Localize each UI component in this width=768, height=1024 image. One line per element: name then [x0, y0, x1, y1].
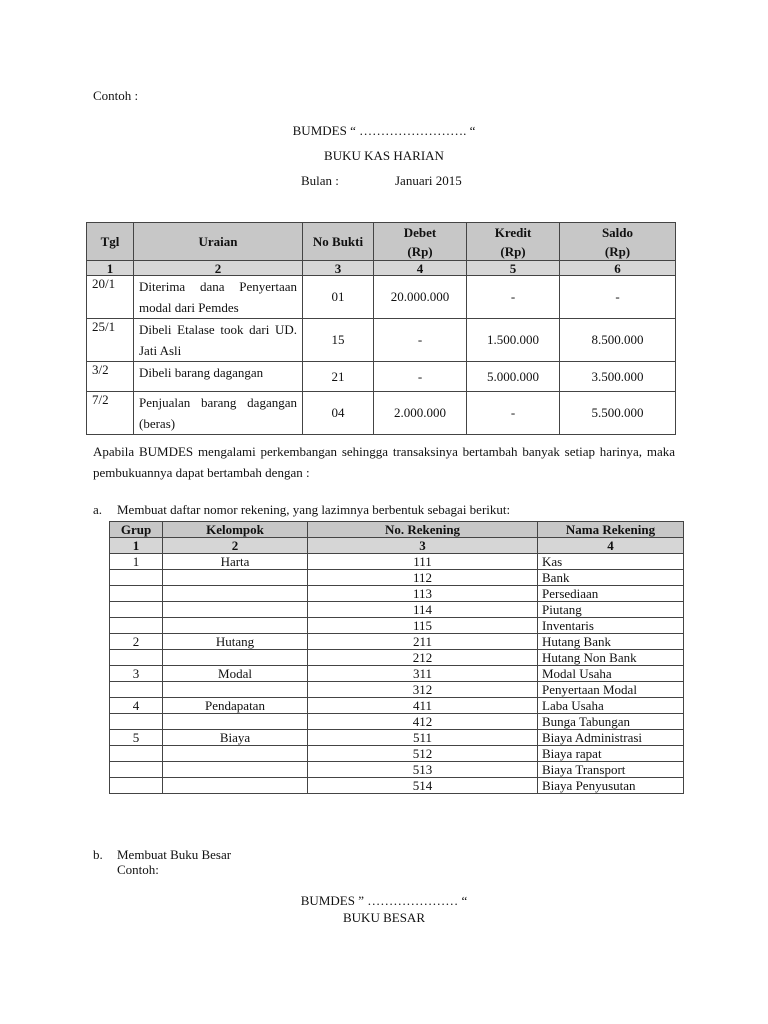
cell-nama-rekening: Laba Usaha: [538, 698, 684, 714]
table-row: [110, 730, 684, 746]
cell-nama-rekening: Modal Usaha: [538, 666, 684, 682]
col-number: 3: [303, 261, 374, 276]
table-row: [110, 634, 684, 650]
buku-besar-title: BUKU BESAR: [343, 910, 425, 925]
table-row: [110, 666, 684, 682]
table-row: [110, 618, 684, 634]
col-header-no-bukti: No Bukti: [303, 223, 374, 261]
col-number: 6: [560, 261, 676, 276]
cell-no-bukti: 01: [303, 276, 374, 319]
cell-kelompok: [163, 650, 308, 666]
cell-kelompok: [163, 746, 308, 762]
table-row: [110, 778, 684, 794]
table-row: [110, 746, 684, 762]
table-row: [87, 276, 676, 319]
cell-no-rekening: 112: [308, 570, 538, 586]
bumdes-title-2: BUMDES ” ………………… “: [300, 893, 468, 908]
cell-tgl: 7/2: [87, 392, 134, 435]
cell-debet: 20.000.000: [374, 276, 467, 319]
cell-kelompok: Hutang: [163, 634, 308, 650]
cell-no-bukti: 04: [303, 392, 374, 435]
cell-no-rekening: 412: [308, 714, 538, 730]
cell-no-rekening: 311: [308, 666, 538, 682]
cell-kelompok: [163, 682, 308, 698]
cell-debet: -: [374, 362, 467, 392]
table-row: [110, 570, 684, 586]
cell-saldo: 3.500.000: [560, 362, 676, 392]
table-row: [110, 682, 684, 698]
table-row: [87, 319, 676, 362]
col-header-uraian: Uraian: [134, 223, 303, 261]
cell-uraian: Diterima dana Penyertaan modal dari Pemdes: [134, 276, 303, 319]
cell-no-rekening: 211: [308, 634, 538, 650]
paragraph: Apabila BUMDES mengalami perkembangan sehingga transaksinya bertambah banyak setiap harinya, maka pembukuannya dapat bertambah dengan :: [93, 444, 675, 480]
cell-kredit: -: [467, 392, 560, 435]
cell-grup: [110, 650, 163, 666]
cell-kredit: 5.000.000: [467, 362, 560, 392]
cell-kelompok: Biaya: [163, 730, 308, 746]
intro-label: Contoh :: [93, 88, 139, 103]
cell-kelompok: [163, 778, 308, 794]
item-b-sub: Contoh:: [117, 862, 159, 877]
col-number: 4: [374, 261, 467, 276]
cell-tgl: 3/2: [87, 362, 134, 392]
cell-no-rekening: 312: [308, 682, 538, 698]
cell-grup: [110, 714, 163, 730]
cell-no-rekening: 513: [308, 762, 538, 778]
table-row: [110, 602, 684, 618]
cell-no-rekening: 512: [308, 746, 538, 762]
cell-nama-rekening: Biaya rapat: [538, 746, 684, 762]
cell-no-bukti: 21: [303, 362, 374, 392]
cell-grup: 4: [110, 698, 163, 714]
bulan-label: Bulan :: [301, 173, 339, 188]
table-row: [110, 554, 684, 570]
cell-no-rekening: 511: [308, 730, 538, 746]
buku-kas-title: BUKU KAS HARIAN: [324, 148, 444, 163]
cell-grup: 5: [110, 730, 163, 746]
col-number: 2: [163, 538, 308, 554]
cell-uraian: Dibeli Etalase took dari UD. Jati Asli: [134, 319, 303, 362]
cell-saldo: 5.500.000: [560, 392, 676, 435]
cell-tgl: 20/1: [87, 276, 134, 319]
cell-no-bukti: 15: [303, 319, 374, 362]
col-number: 1: [110, 538, 163, 554]
col-header-kelompok: Kelompok: [163, 522, 308, 538]
cell-grup: [110, 746, 163, 762]
cell-kredit: -: [467, 276, 560, 319]
cell-kelompok: [163, 602, 308, 618]
buku-kas-table: [86, 222, 676, 435]
cell-nama-rekening: Piutang: [538, 602, 684, 618]
cell-tgl: 25/1: [87, 319, 134, 362]
table-row: [87, 362, 676, 392]
cell-kelompok: [163, 618, 308, 634]
cell-grup: [110, 762, 163, 778]
cell-nama-rekening: Biaya Transport: [538, 762, 684, 778]
cell-uraian: Penjualan barang dagangan (beras): [134, 392, 303, 435]
cell-no-rekening: 111: [308, 554, 538, 570]
col-number: 4: [538, 538, 684, 554]
cell-no-rekening: 212: [308, 650, 538, 666]
col-header-nama-rekening: Nama Rekening: [538, 522, 684, 538]
cell-kelompok: [163, 714, 308, 730]
item-b-marker: b.: [93, 847, 103, 862]
col-header-saldo: Saldo (Rp): [560, 223, 676, 261]
cell-grup: [110, 570, 163, 586]
cell-kelompok: [163, 762, 308, 778]
cell-kredit: 1.500.000: [467, 319, 560, 362]
cell-grup: 3: [110, 666, 163, 682]
col-header-debet: Debet (Rp): [374, 223, 467, 261]
col-number: 2: [134, 261, 303, 276]
cell-grup: [110, 682, 163, 698]
cell-debet: 2.000.000: [374, 392, 467, 435]
cell-no-rekening: 514: [308, 778, 538, 794]
cell-grup: [110, 602, 163, 618]
col-number: 5: [467, 261, 560, 276]
col-header-tgl: Tgl: [87, 223, 134, 261]
cell-kelompok: Pendapatan: [163, 698, 308, 714]
bumdes-title: BUMDES “ ……………………. “: [292, 123, 476, 138]
cell-kelompok: [163, 570, 308, 586]
cell-grup: 1: [110, 554, 163, 570]
cell-no-rekening: 114: [308, 602, 538, 618]
cell-grup: [110, 586, 163, 602]
cell-grup: 2: [110, 634, 163, 650]
cell-debet: -: [374, 319, 467, 362]
item-a-text: Membuat daftar nomor rekening, yang lazimnya berbentuk sebagai berikut:: [117, 502, 511, 517]
col-number: 3: [308, 538, 538, 554]
cell-nama-rekening: Kas: [538, 554, 684, 570]
cell-nama-rekening: Bunga Tabungan: [538, 714, 684, 730]
cell-nama-rekening: Hutang Non Bank: [538, 650, 684, 666]
cell-saldo: -: [560, 276, 676, 319]
col-header-kredit: Kredit (Rp): [467, 223, 560, 261]
table-row: [110, 714, 684, 730]
cell-nama-rekening: Bank: [538, 570, 684, 586]
cell-nama-rekening: Penyertaan Modal: [538, 682, 684, 698]
item-a-marker: a.: [93, 502, 103, 517]
table-row: [110, 762, 684, 778]
cell-nama-rekening: Persediaan: [538, 586, 684, 602]
rekening-table: [109, 521, 684, 794]
item-b-text: Membuat Buku Besar: [117, 847, 232, 862]
col-header-no-rekening: No. Rekening: [308, 522, 538, 538]
cell-nama-rekening: Inventaris: [538, 618, 684, 634]
cell-nama-rekening: Biaya Administrasi: [538, 730, 684, 746]
table-row: [110, 698, 684, 714]
cell-grup: [110, 778, 163, 794]
col-number: 1: [87, 261, 134, 276]
table-row: [110, 650, 684, 666]
cell-no-rekening: 411: [308, 698, 538, 714]
table-row: [87, 392, 676, 435]
cell-nama-rekening: Hutang Bank: [538, 634, 684, 650]
cell-uraian: Dibeli barang dagangan: [134, 362, 303, 392]
cell-grup: [110, 618, 163, 634]
cell-kelompok: [163, 586, 308, 602]
bulan-value: Januari 2015: [395, 173, 462, 188]
cell-no-rekening: 113: [308, 586, 538, 602]
cell-saldo: 8.500.000: [560, 319, 676, 362]
table-row: [110, 586, 684, 602]
cell-no-rekening: 115: [308, 618, 538, 634]
cell-nama-rekening: Biaya Penyusutan: [538, 778, 684, 794]
cell-kelompok: Harta: [163, 554, 308, 570]
col-header-grup: Grup: [110, 522, 163, 538]
cell-kelompok: Modal: [163, 666, 308, 682]
